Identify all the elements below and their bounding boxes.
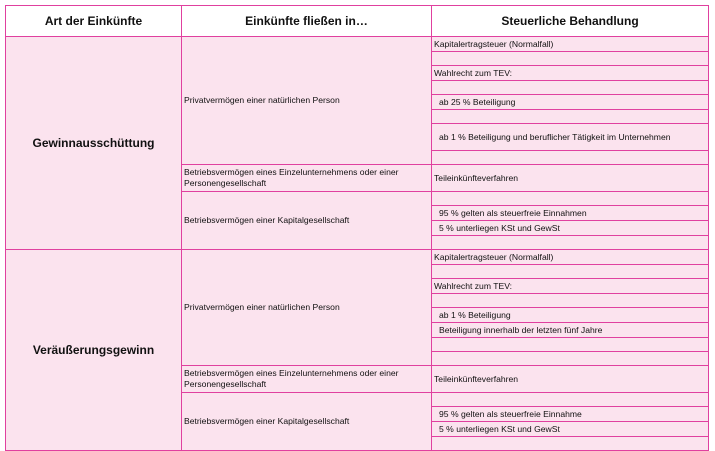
header-fliessen: Einkünfte fließen in… (182, 6, 432, 37)
behandlung-cell: 5 % unterliegen KSt und GewSt (432, 422, 709, 437)
empty-cell (432, 81, 709, 95)
header-behandlung: Steuerliche Behandlung (432, 6, 709, 37)
flow-privat-1: Privatvermögen einer natürlichen Person (182, 37, 432, 165)
behandlung-cell: ab 1 % Beteiligung (432, 308, 709, 323)
art-veraeusserungsgewinn: Veräußerungsgewinn (6, 250, 182, 451)
behandlung-cell: ab 1 % Beteiligung und beruflicher Tätigkeit im Unternehmen (432, 124, 709, 151)
flow-kapital-1: Betriebsvermögen einer Kapitalgesellschaft (182, 192, 432, 250)
empty-cell (432, 151, 709, 165)
behandlung-cell: Teileinkünfteverfahren (432, 366, 709, 393)
tax-treatment-table (5, 5, 709, 451)
header-row (6, 6, 709, 37)
behandlung-cell: Wahlrecht zum TEV: (432, 279, 709, 294)
flow-kapital-2: Betriebsvermögen einer Kapitalgesellschaft (182, 393, 432, 451)
behandlung-cell: Beteiligung innerhalb der letzten fünf Jahre (432, 323, 709, 338)
header-art: Art der Einkünfte (6, 6, 182, 37)
empty-cell (432, 352, 709, 366)
art-gewinnausschuettung: Gewinnausschüttung (6, 37, 182, 250)
flow-privat-2: Privatvermögen einer natürlichen Person (182, 250, 432, 366)
empty-cell (432, 110, 709, 124)
empty-cell (432, 338, 709, 352)
empty-cell (432, 437, 709, 451)
empty-cell (432, 52, 709, 66)
behandlung-cell: 95 % gelten als steuerfreie Einnahmen (432, 206, 709, 221)
behandlung-cell: Kapitalertragsteuer (Normalfall) (432, 250, 709, 265)
behandlung-cell: Wahlrecht zum TEV: (432, 66, 709, 81)
behandlung-cell: 95 % gelten als steuerfreie Einnahme (432, 407, 709, 422)
empty-cell (432, 294, 709, 308)
behandlung-cell: Teileinkünfteverfahren (432, 165, 709, 192)
flow-einzel-2: Betriebsvermögen eines Einzelunternehmens oder einer Personengesellschaft (182, 366, 432, 393)
empty-cell (432, 393, 709, 407)
empty-cell (432, 236, 709, 250)
flow-einzel-1: Betriebsvermögen eines Einzelunternehmens oder einer Personengesellschaft (182, 165, 432, 192)
empty-cell (432, 265, 709, 279)
behandlung-cell: Kapitalertragsteuer (Normalfall) (432, 37, 709, 52)
behandlung-cell: 5 % unterliegen KSt und GewSt (432, 221, 709, 236)
behandlung-cell: ab 25 % Beteiligung (432, 95, 709, 110)
empty-cell (432, 192, 709, 206)
